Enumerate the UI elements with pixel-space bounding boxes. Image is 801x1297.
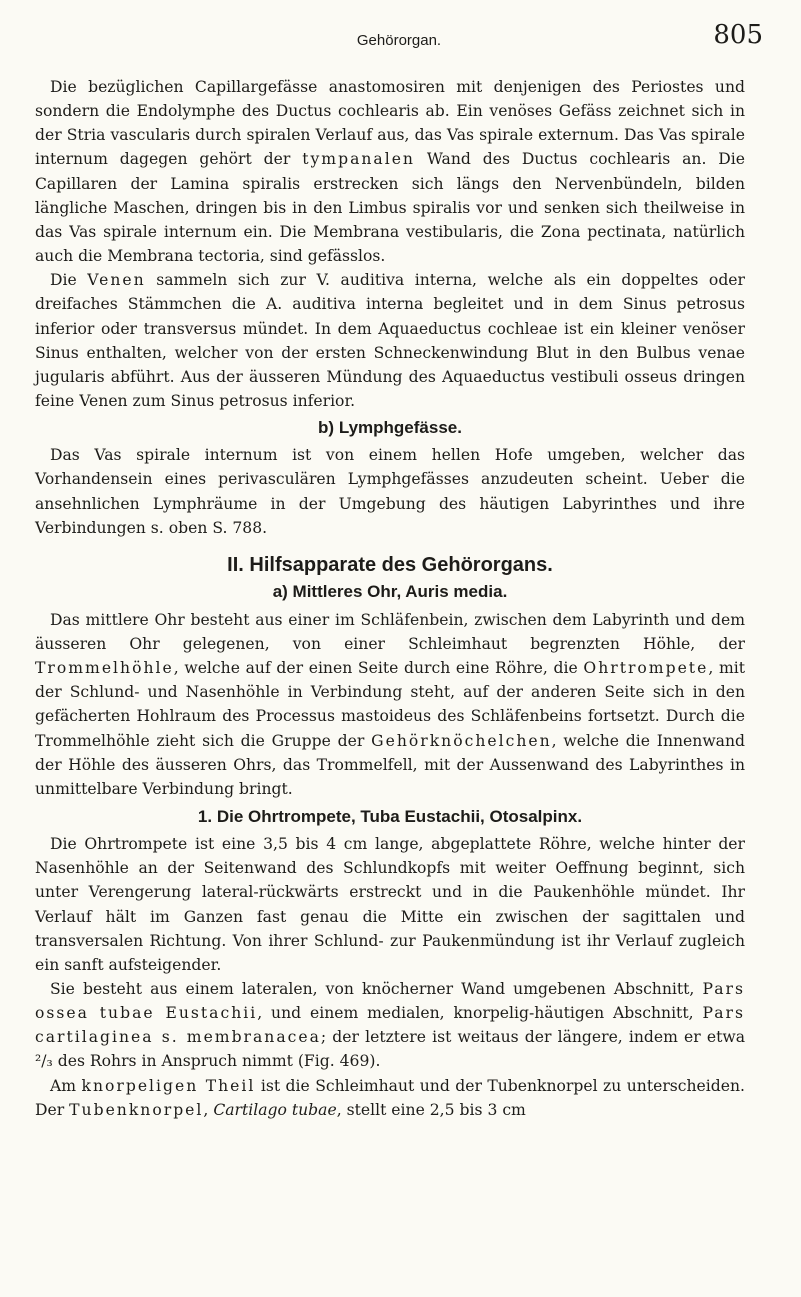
section-heading-a: a) Mittleres Ohr, Auris media. — [272, 581, 508, 601]
emphasis: Ohrtrompete — [583, 659, 709, 678]
emphasis: tympanalen — [302, 150, 415, 169]
paragraph: Die Ohrtrompete ist eine 3,5 bis 4 cm lange, abgeplattete Röhre, welche hinter der Nasenhöhle an der Seitenwand des Schlundkopfs mit weiter Oeffnung beginnt, sich unter Verengerung lateral-rückwärts erstreckt und in die Paukenhöhle mündet. Ihr Verlauf hält im Ganzen fast genau die Mitte ein zwischen der sagittalen und transversalen Richtung. Von ihrer Schlund- zur Paukenmündung ist ihr Verlauf zugleich ein sanft aufsteigender. — [35, 835, 745, 974]
emphasis: Pars cartilaginea s. membranacea — [35, 1004, 745, 1047]
emphasis: Venen — [87, 271, 146, 290]
chapter-heading: II. Hilfsapparate des Gehörorgans. — [227, 553, 553, 576]
paragraph: Das Vas spirale internum ist von einem hellen Hofe umgeben, welcher das Vorhandensein eines perivasculären Lymphgefässes anzudeuten scheint. Ueber die ansehnlichen Lymphräume in der Umgebung des häutigen Labyrinthes und ihre Verbindungen s. oben S. 788. — [35, 446, 745, 537]
paragraph: Am knorpeligen Theil ist die Schleimhaut und der Tubenknorpel zu unterscheiden. Der Tubenknorpel, Cartilago tubae, stellt eine 2,5 bis 3 cm — [35, 1076, 745, 1119]
fraction: ²/₃ — [35, 1052, 53, 1071]
emphasis: knorpeligen Theil — [81, 1076, 256, 1095]
emphasis: Trommelhöhle — [35, 659, 174, 678]
paragraph: Die Venen sammeln sich zur V. auditiva interna, welche als ein doppeltes oder dreifaches Stämmchen die A. auditiva interna begleitet und in dem Sinus petrosus inferior oder transversus mündet. In dem Aquaeductus cochleae ist ein kleiner venöser Sinus enthalten, welcher von der ersten Schneckenwindung Blut in den Bulbus venae jugularis abführt. Aus der äusseren Mündung des Aquaeductus vestibuli osseus dringen feine Venen zum Sinus petrosus inferior. — [35, 271, 745, 411]
running-title: Gehörorgan. — [356, 32, 442, 49]
paragraph: Das mittlere Ohr besteht aus einer im Schläfenbein, zwischen dem Labyrinth und dem äusseren Ohr gelegenen, von einer Schleimhaut begrenzten Höhle, der Trommelhöhle, welche auf der einen Seite durch eine Röhre, die Ohrtrompete, mit der Schlund- und Nasenhöhle in Verbindung steht, auf der anderen Seite sich in den gefächerten Hohlraum des Processus mastoideus des Schläfenbeins fortsetzt. Durch die Trommelhöhle zieht sich die Gruppe der Gehörknöchelchen, welche die Innenwand der Höhle des äusseren Ohrs, das Trommelfell, mit der Aussenwand des Labyrinthes in unmittelbare Verbindung bringt. — [35, 610, 745, 798]
page-number: 805 — [713, 20, 763, 50]
italic-term: Cartilago tubae — [213, 1100, 337, 1119]
section-heading-b: b) Lymphgefässe. — [318, 418, 462, 438]
emphasis: Gehörknöchelchen — [371, 731, 552, 750]
body-text — [35, 75, 745, 1122]
paragraph: Sie besteht aus einem lateralen, von knöcherner Wand umgebenen Abschnitt, Pars ossea tubae Eustachii, und einem medialen, knorpelig-häutigen Abschnitt, Pars cartilaginea s. membranacea; der letztere ist weitaus der längere, indem er etwa ²/₃ des Rohrs in Anspruch nimmt (Fig. 469). — [35, 980, 745, 1071]
paragraph: Die bezüglichen Capillargefässe anastomosiren mit denjenigen des Periostes und sondern die Endolymphe des Ductus cochlearis ab. Ein venöses Gefäss zeichnet sich in der Stria vascularis durch spiralen Verlauf aus, das Vas spirale externum. Das Vas spirale internum dagegen gehört der tympanalen Wand des Ductus cochlearis an. Die Capillaren der Lamina spiralis erstrecken sich längs den Nervenbündeln, bilden längliche Maschen, dringen bis in den Limbus spiralis vor und senken sich theilweise in das Vas spirale internum ein. Die Membrana vestibularis, die Zona pectinata, natürlich auch die Membrana tectoria, sind gefässlos. — [35, 78, 746, 266]
running-header — [35, 20, 763, 60]
emphasis: Pars ossea tubae Eustachii — [35, 980, 745, 1023]
subsection-heading: 1. Die Ohrtrompete, Tuba Eustachii, Otosalpinx. — [197, 807, 583, 827]
emphasis: Tubenknorpel — [69, 1100, 204, 1119]
